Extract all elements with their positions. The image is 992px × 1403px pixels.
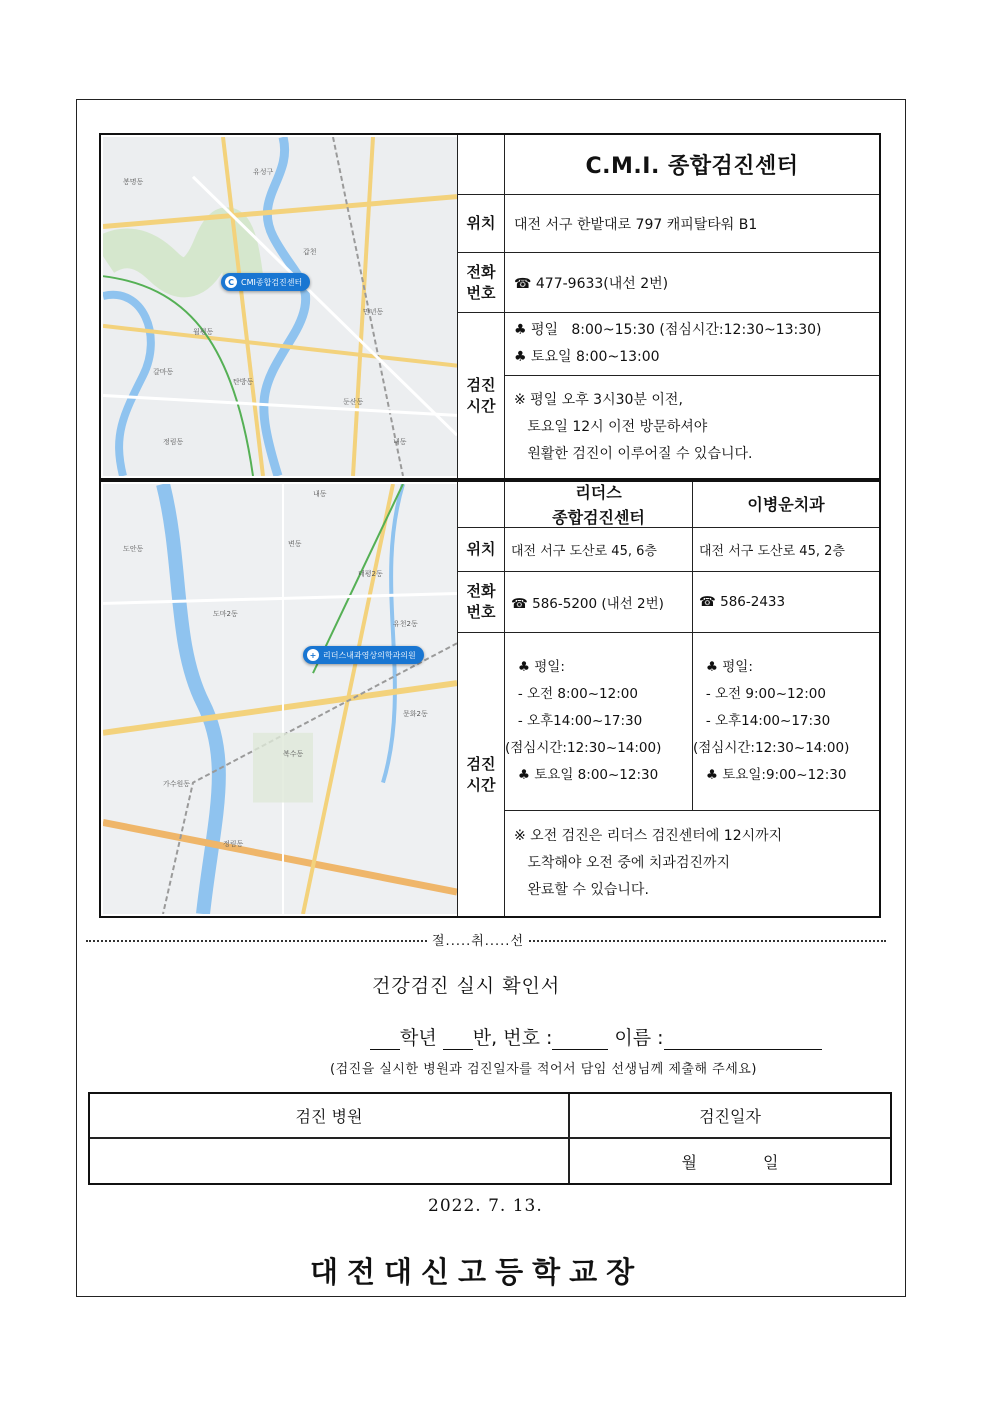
grade-blank[interactable] <box>370 1029 400 1050</box>
cmi-note <box>505 376 879 478</box>
map-label: 문화2동 <box>403 710 428 718</box>
map-label: 월평동 <box>193 328 214 336</box>
class-label: 반, <box>472 1027 498 1049</box>
map-label: 둔산동 <box>343 398 364 406</box>
cmi-phone: ☎ 477-9633(내선 2번) <box>514 275 669 292</box>
map-label: 만년동 <box>363 308 384 316</box>
hours-line: (점심시간:12:30~14:00) <box>505 740 662 756</box>
day-label: 일 <box>763 1152 779 1172</box>
month-label: 월 <box>681 1152 697 1172</box>
date-column-header: 검진일자 <box>699 1107 761 1126</box>
leaders-pin-label: 리더스내과영상의학과의원 <box>323 650 416 660</box>
location-label: 위치 <box>466 214 496 232</box>
cmi-pin-label: CMI종합검진센터 <box>241 277 303 287</box>
leaders-map-graphic <box>103 484 457 914</box>
leaders-map <box>103 484 457 914</box>
location-label: 위치 <box>466 540 496 558</box>
name-label: 이름 : <box>614 1027 664 1049</box>
dental-title: 이병운치과 <box>747 495 825 514</box>
hours-line: ♣ 토요일 8:00~12:30 <box>505 767 659 783</box>
map-label: 탄방동 <box>233 378 254 386</box>
leaders-map-pin <box>303 646 424 664</box>
cmi-map <box>103 137 457 476</box>
cut-line-label: 절.....취.....선 <box>428 930 528 949</box>
cmi-info-box <box>99 133 881 480</box>
leaders-location: 대전 서구 도산로 45, 6층 <box>511 544 657 559</box>
hospital-field[interactable] <box>90 1139 568 1183</box>
phone-label: 전화 번호 <box>466 262 496 302</box>
map-label: 태평2동 <box>358 570 383 578</box>
map-label: 정림동 <box>163 438 184 446</box>
date-field[interactable] <box>570 1139 890 1183</box>
hospital-icon: C <box>225 276 237 288</box>
hours-line: ♣ 평일 8:00~15:30 (점심시간:12:30~13:30) <box>514 322 822 338</box>
map-label: 가수원동 <box>163 780 191 788</box>
hours-line: - 오후14:00~17:30 <box>693 713 831 729</box>
class-blank[interactable] <box>443 1029 473 1050</box>
cmi-title: C.M.I. 종합검진센터 <box>585 154 799 179</box>
hours-line: (점심시간:12:30~14:00) <box>693 740 850 756</box>
note-line: 완료할 수 있습니다. <box>514 882 649 898</box>
hours-line: ♣ 평일: <box>505 659 565 675</box>
principal-signature: 대전대신고등학교장 <box>310 1255 644 1289</box>
student-info-line <box>370 1023 822 1050</box>
map-label: 갑천 <box>303 248 317 256</box>
map-label: 도안동 <box>123 545 144 553</box>
map-label: 변동 <box>288 540 302 548</box>
cmi-location: 대전 서구 한밭대로 797 캐피탈타워 B1 <box>514 216 758 233</box>
confirmation-table <box>88 1092 892 1185</box>
map-label: 갈마동 <box>153 368 174 376</box>
map-label: 유천2동 <box>393 620 418 628</box>
issue-date: 2022. 7. 13. <box>428 1196 543 1216</box>
form-instruction: (검진을 실시한 병원과 검진일자를 적어서 담임 선생님께 제출해 주세요) <box>330 1062 757 1077</box>
dental-location: 대전 서구 도산로 45, 2층 <box>699 544 845 559</box>
hours-label: 검진 시간 <box>466 375 496 415</box>
note-line: 원활한 검진이 이루어질 수 있습니다. <box>514 445 753 462</box>
dental-phone: ☎ 586-2433 <box>699 594 786 610</box>
leaders-info-box <box>99 480 881 918</box>
hospital-icon: + <box>307 649 319 661</box>
grade-label: 학년 <box>400 1027 437 1049</box>
hours-line: - 오후14:00~17:30 <box>505 713 643 729</box>
map-label: 복수동 <box>283 750 304 758</box>
map-label: 정림동 <box>223 840 244 848</box>
map-label: 내동 <box>393 438 407 446</box>
dental-hours <box>693 633 879 810</box>
number-blank[interactable] <box>552 1029 608 1050</box>
form-heading: 건강검진 실시 확인서 <box>372 975 561 997</box>
map-label: 봉명동 <box>123 178 144 186</box>
leaders-phone: ☎ 586-5200 (내선 2번) <box>511 596 664 612</box>
hours-line: - 오전 8:00~12:00 <box>505 686 638 702</box>
hours-line: ♣ 토요일:9:00~12:30 <box>693 767 847 783</box>
number-label: 번호 : <box>503 1027 553 1049</box>
cmi-map-pin <box>221 273 310 291</box>
note-line: ※ 오전 검진은 리더스 검진센터에 12시까지 <box>514 828 783 844</box>
hospital-column-header: 검진 병원 <box>295 1107 363 1126</box>
cmi-map-graphic <box>103 137 457 476</box>
hours-line: ♣ 평일: <box>693 659 753 675</box>
hours-line: ♣ 토요일 8:00~13:00 <box>514 349 660 365</box>
map-label: 유성구 <box>253 168 274 176</box>
name-blank[interactable] <box>664 1029 822 1050</box>
leaders-title: 리더스 종합검진센터 <box>552 482 645 527</box>
leaders-hours <box>505 633 692 810</box>
map-label: 내동 <box>313 490 327 498</box>
phone-label: 전화 번호 <box>466 582 496 621</box>
note-line: ※ 평일 오후 3시30분 이전, <box>514 391 683 408</box>
hours-label: 검진 시간 <box>466 754 496 794</box>
map-label: 도마2동 <box>213 610 238 618</box>
cmi-hours <box>505 313 879 375</box>
note-line: 도착해야 오전 중에 치과검진까지 <box>514 855 731 871</box>
hours-line: - 오전 9:00~12:00 <box>693 686 826 702</box>
leaders-note <box>505 811 879 916</box>
note-line: 토요일 12시 이전 방문하셔야 <box>514 418 708 435</box>
